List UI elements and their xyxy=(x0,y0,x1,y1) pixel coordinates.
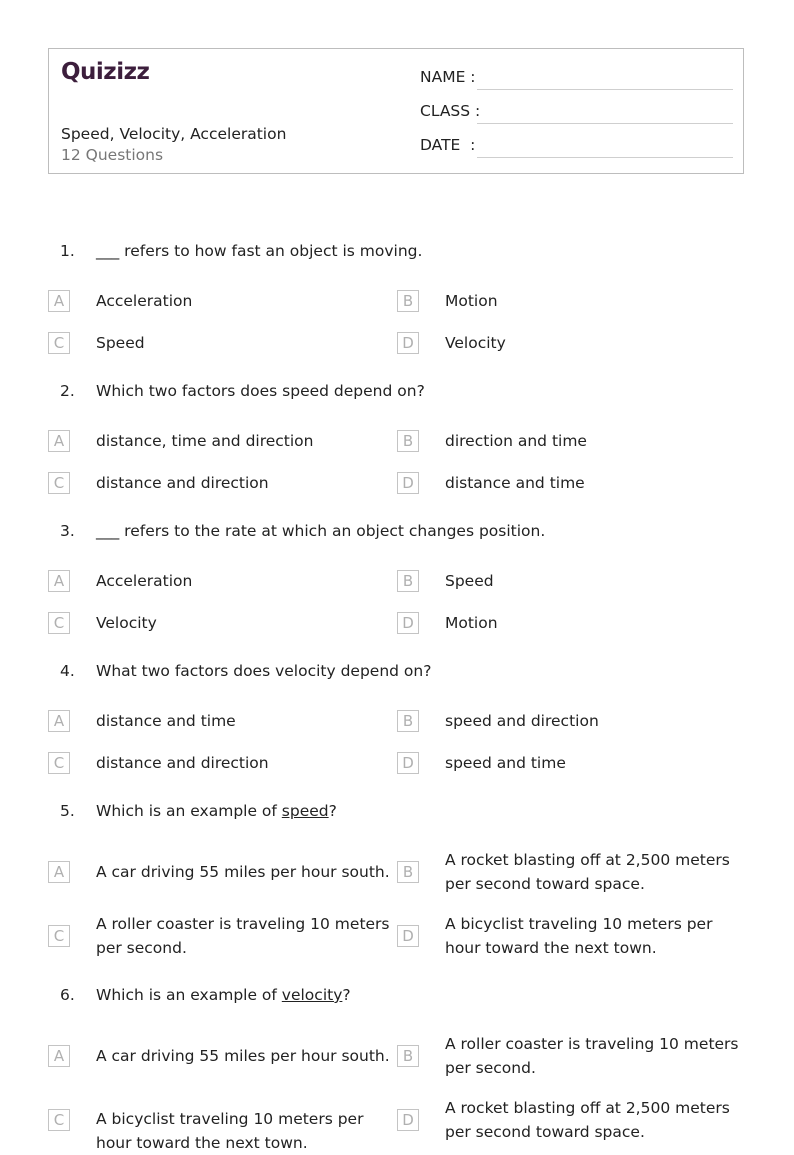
question-number: 4. xyxy=(60,662,75,680)
question-number: 2. xyxy=(60,382,75,400)
question-number: 6. xyxy=(60,986,75,1004)
option-box-b[interactable]: B xyxy=(397,861,419,883)
question-text: Which two factors does speed depend on? xyxy=(96,382,425,400)
option-box-a[interactable]: A xyxy=(48,861,70,883)
option-box-b[interactable]: B xyxy=(397,290,419,312)
name-label: NAME : xyxy=(420,68,476,86)
question-number: 5. xyxy=(60,802,75,820)
quizizz-logo: Quizizz xyxy=(61,59,150,85)
option-text: Velocity xyxy=(445,334,506,352)
option-text: distance, time and direction xyxy=(96,432,314,450)
option-text: distance and time xyxy=(96,712,236,730)
option-box-d[interactable]: D xyxy=(397,925,419,947)
option-text: Motion xyxy=(445,292,498,310)
option-text: Acceleration xyxy=(96,292,193,310)
option-text: direction and time xyxy=(445,432,587,450)
question-text: What two factors does velocity depend on? xyxy=(96,662,432,680)
option-box-d[interactable]: D xyxy=(397,612,419,634)
question-text: Which is an example of velocity? xyxy=(96,986,351,1004)
option-box-b[interactable]: B xyxy=(397,570,419,592)
option-text: Speed xyxy=(96,334,145,352)
option-box-a[interactable]: A xyxy=(48,1045,70,1067)
option-text: A car driving 55 miles per hour south. xyxy=(96,863,390,881)
option-text: A car driving 55 miles per hour south. xyxy=(96,1047,390,1065)
date-label: DATE : xyxy=(420,136,476,154)
name-field[interactable] xyxy=(477,89,733,90)
option-text: distance and direction xyxy=(96,474,269,492)
option-box-b[interactable]: B xyxy=(397,430,419,452)
option-box-a[interactable]: A xyxy=(48,290,70,312)
option-box-c[interactable]: C xyxy=(48,752,70,774)
option-box-a[interactable]: A xyxy=(48,570,70,592)
option-box-a[interactable]: A xyxy=(48,710,70,732)
worksheet-header xyxy=(48,48,744,174)
option-text: distance and direction xyxy=(96,754,269,772)
option-text: A rocket blasting off at 2,500 meters per second toward space. xyxy=(445,1099,730,1141)
option-box-d[interactable]: D xyxy=(397,472,419,494)
question-text: Which is an example of speed? xyxy=(96,802,337,820)
date-field[interactable] xyxy=(477,157,733,158)
option-text: A rocket blasting off at 2,500 meters per second toward space. xyxy=(445,851,730,893)
option-box-c[interactable]: C xyxy=(48,472,70,494)
option-text: A bicyclist traveling 10 meters per hour toward the next town. xyxy=(96,1110,364,1152)
option-text: speed and direction xyxy=(445,712,599,730)
option-box-b[interactable]: B xyxy=(397,1045,419,1067)
option-box-c[interactable]: C xyxy=(48,925,70,947)
class-label: CLASS : xyxy=(420,102,481,120)
option-text: distance and time xyxy=(445,474,585,492)
worksheet-title: Speed, Velocity, Acceleration xyxy=(61,125,287,143)
question-text: ___ refers to how fast an object is moving. xyxy=(96,242,423,260)
underlined-term: velocity xyxy=(281,986,343,1004)
option-text: Velocity xyxy=(96,614,157,632)
option-box-d[interactable]: D xyxy=(397,332,419,354)
option-box-d[interactable]: D xyxy=(397,1109,419,1131)
class-field[interactable] xyxy=(477,123,733,124)
question-number: 3. xyxy=(60,522,75,540)
option-box-d[interactable]: D xyxy=(397,752,419,774)
option-box-b[interactable]: B xyxy=(397,710,419,732)
option-text: Acceleration xyxy=(96,572,193,590)
underlined-term: speed xyxy=(281,802,329,820)
option-text: A roller coaster is traveling 10 meters per second. xyxy=(96,915,390,957)
option-box-c[interactable]: C xyxy=(48,332,70,354)
option-box-c[interactable]: C xyxy=(48,612,70,634)
option-text: A bicyclist traveling 10 meters per hour toward the next town. xyxy=(445,915,713,957)
option-box-a[interactable]: A xyxy=(48,430,70,452)
option-text: Motion xyxy=(445,614,498,632)
question-number: 1. xyxy=(60,242,75,260)
option-text: A roller coaster is traveling 10 meters per second. xyxy=(445,1035,739,1077)
option-text: speed and time xyxy=(445,754,566,772)
question-text: ___ refers to the rate at which an object changes position. xyxy=(96,522,546,540)
question-count: 12 Questions xyxy=(61,146,164,164)
option-text: Speed xyxy=(445,572,494,590)
option-box-c[interactable]: C xyxy=(48,1109,70,1131)
